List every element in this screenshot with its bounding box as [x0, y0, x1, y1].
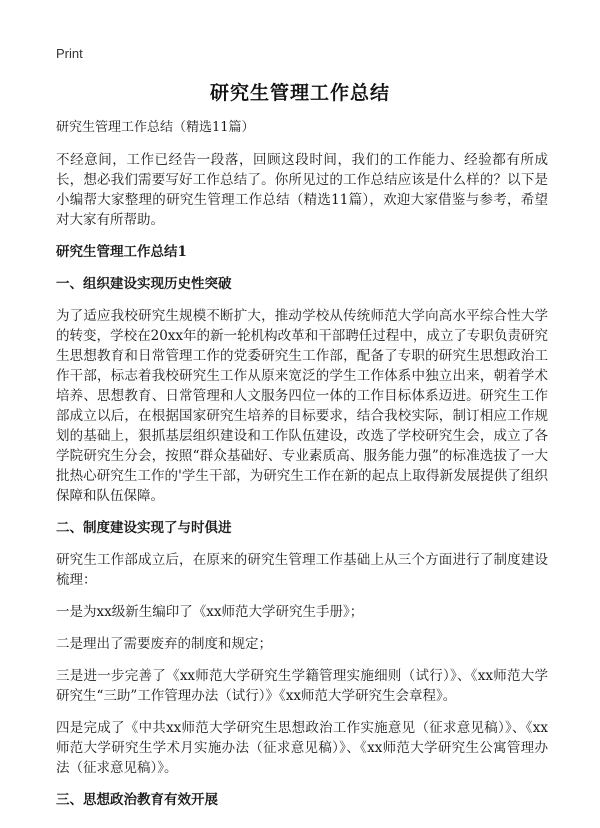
heading-organization: 一、组织建设实现历史性突破: [56, 276, 232, 292]
document-body: [56, 118, 548, 822]
section-title: 研究生管理工作总结1: [56, 244, 187, 260]
heading-system: 二、制度建设实现了与时俱进: [56, 520, 232, 536]
list-item-1: 一是为xx级新生编印了《xx师范大学研究生手册》；: [56, 604, 364, 620]
paragraph-organization: 为了适应我校研究生规模不断扩大，推动学校从传统师范大学向高水平综合性大学的转变，学校在20xx年的新一轮机构改革和干部聘任过程中，成立了专职负责研究生思想教育和日常管理工作的党委研究生工作部，配备了专职的研究生思想政治工作干部，标志着我校研究生工作从原来宽泛的学生工作体系中独立出来，朝着学术培养、思想教育、日常管理和人文服务四位一体的工作目标体系迈进。研究生工作部成立以后，在根据国家研究生培养的目标要求，结合我校实际，制订相应工作规划的基础上，狠抓基层组织建设和工作队伍建设，改选了学校研究生会，成立了各学院研究生分会，按照“群众基础好、专业素质高、服务能力强”的标准选拔了一大批热心研究生工作的'学生干部，为研究生工作在新的起点上取得新发展提供了组织保障和队伍保障。: [56, 308, 548, 504]
document-subtitle: 研究生管理工作总结（精选11篇）: [56, 120, 255, 135]
heading-ideology: 三、思想政治教育有效开展: [56, 792, 218, 808]
page-title: 研究生管理工作总结: [209, 82, 390, 104]
print-link[interactable]: Print: [56, 46, 83, 61]
list-item-2: 二是理出了需要废弃的制度和规定；: [56, 636, 272, 652]
list-item-3: 三是进一步完善了《xx师范大学研究生学籍管理实施细则（试行）》、《xx师范大学研究生“三助”工作管理办法（试行）》《xx师范大学研究生会章程》。: [56, 668, 548, 704]
paragraph-system: 研究生工作部成立后，在原来的研究生管理工作基础上从三个方面进行了制度建设梳理：: [56, 552, 548, 588]
intro-paragraph: 不经意间，工作已经告一段落，回顾这段时间，我们的工作能力、经验都有所成长，想必我们需要写好工作总结了。你所见过的工作总结应该是什么样的？以下是小编帮大家整理的研究生管理工作总结（精选11篇），欢迎大家借鉴与参考，希望对大家有所帮助。: [56, 152, 548, 228]
list-item-4: 四是完成了《中共xx师范大学研究生思想政治工作实施意见（征求意见稿）》、《xx师范大学研究生学术月实施办法（征求意见稿）》、《xx师范大学研究生公寓管理办法（征求意见稿）》。: [56, 720, 548, 776]
